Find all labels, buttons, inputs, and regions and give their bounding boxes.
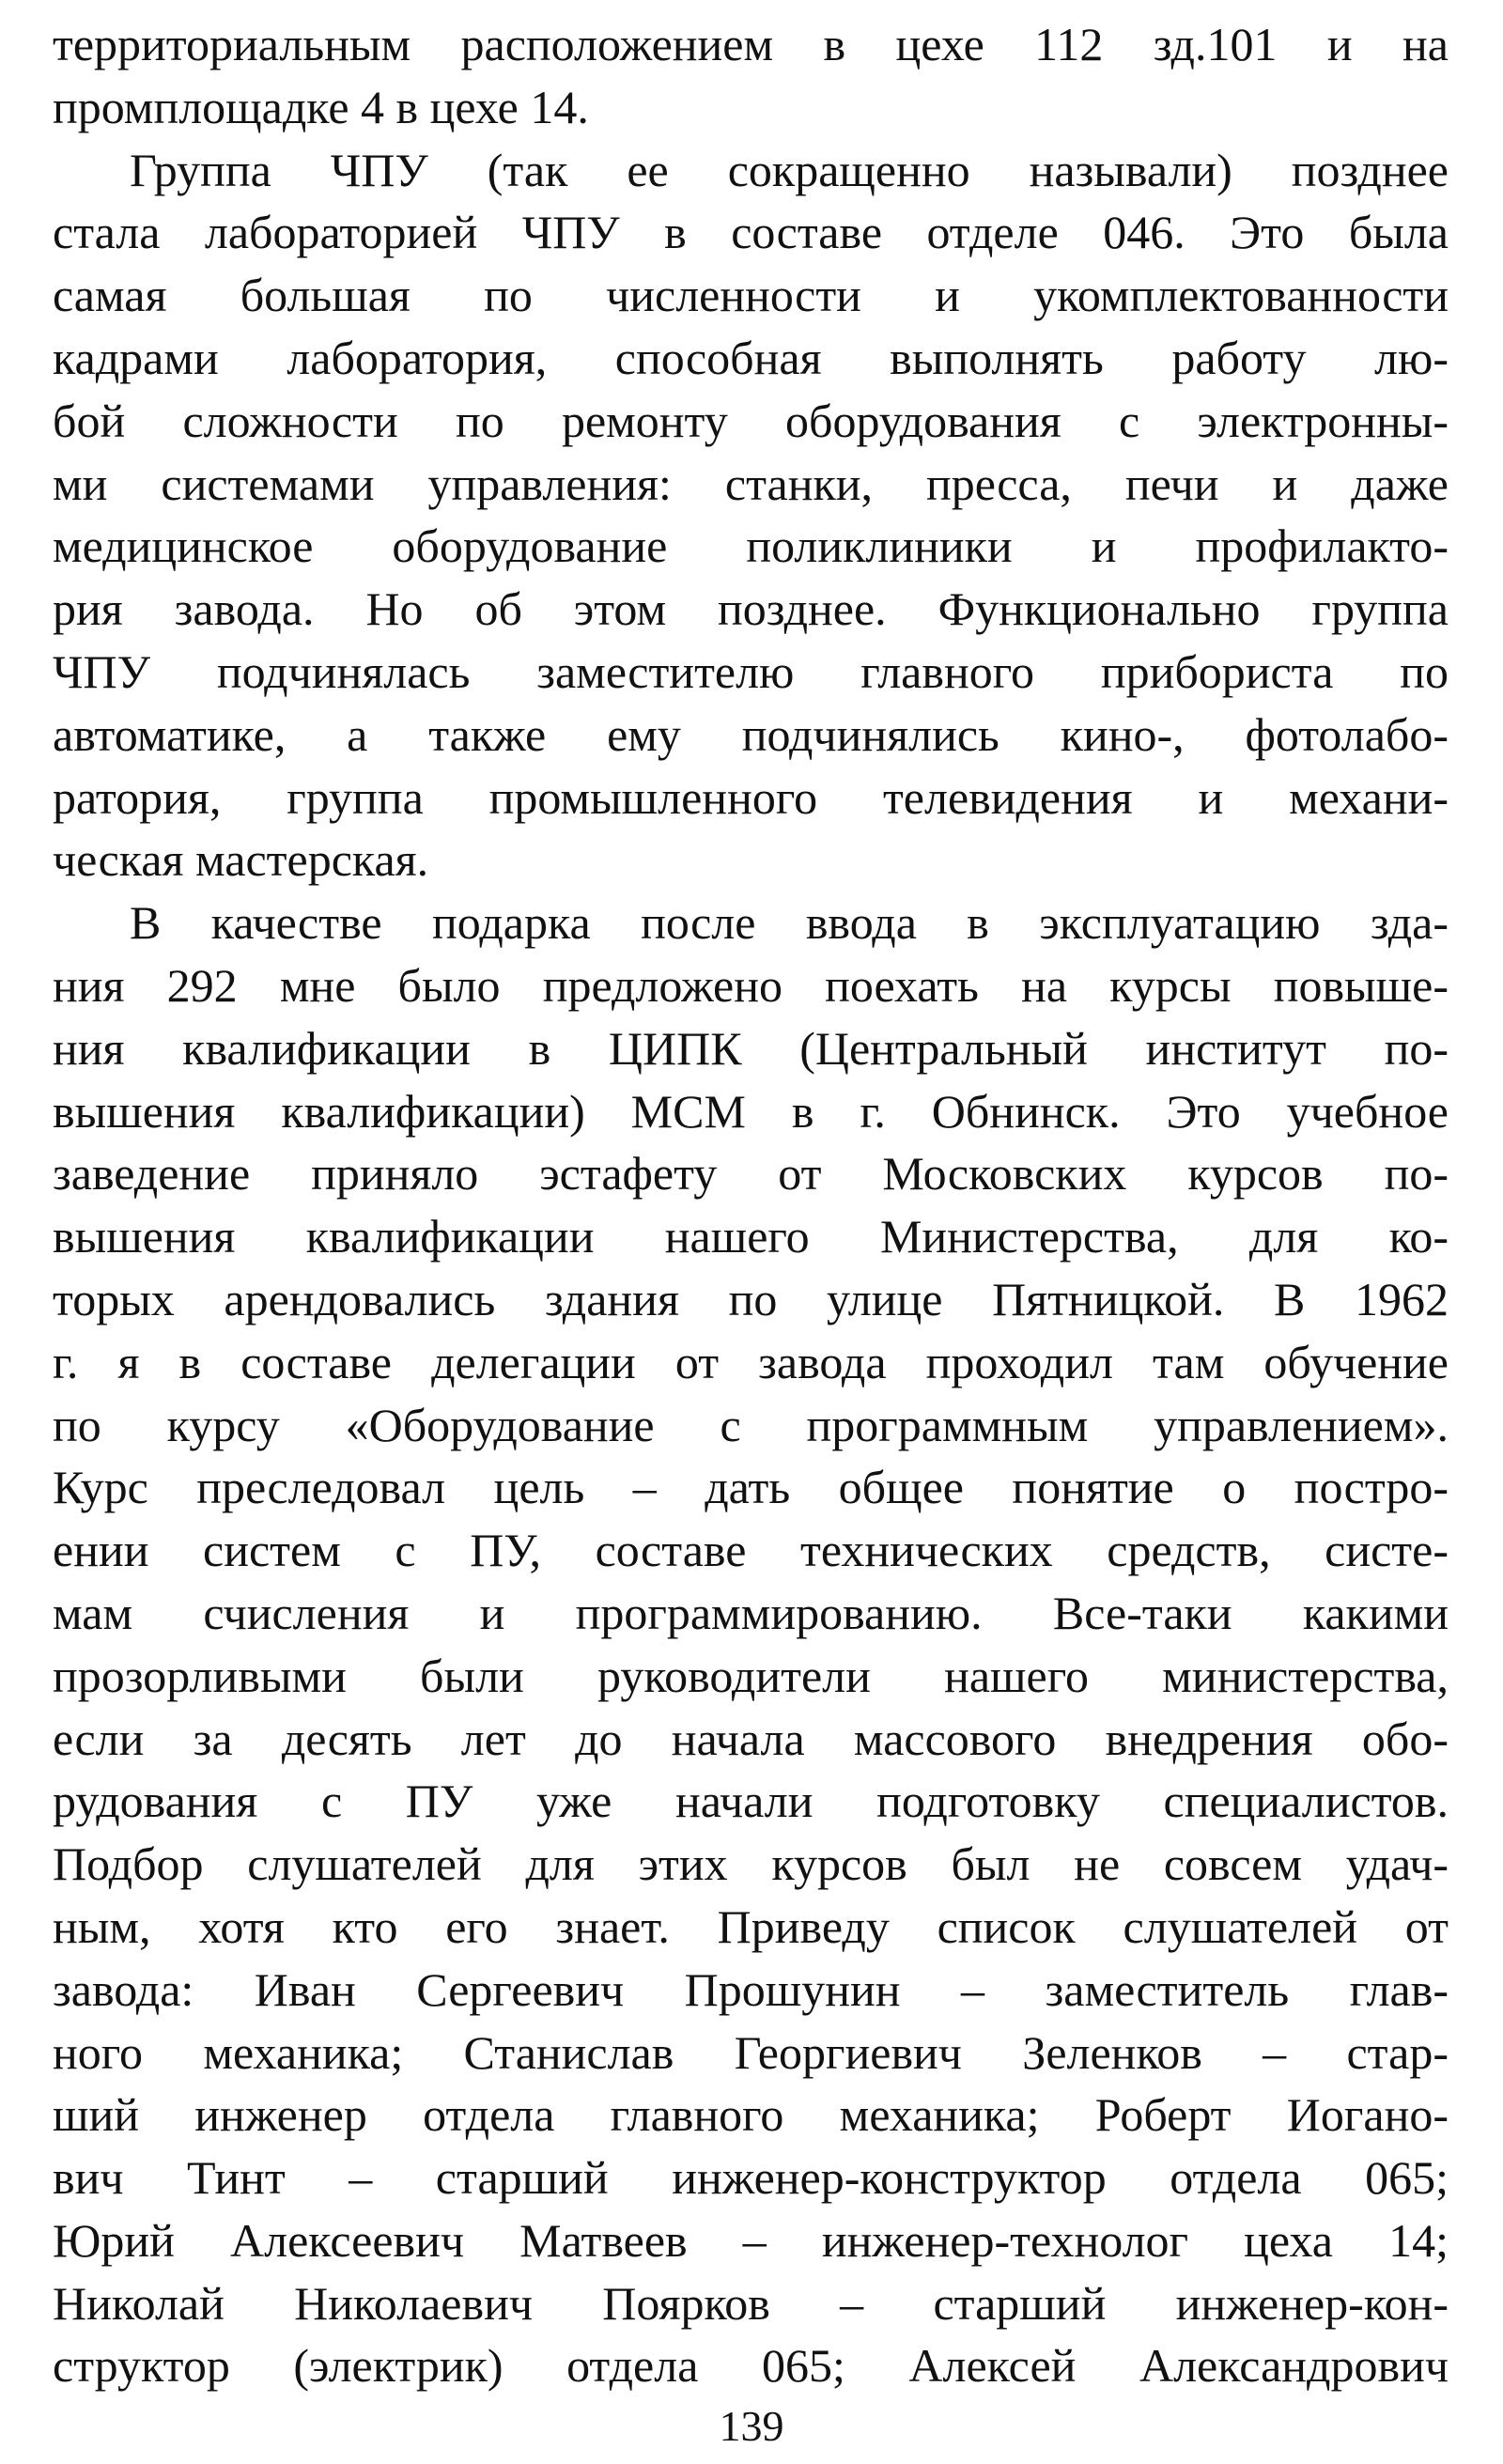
text-line: ЧПУ подчинялась заместителю главного прибориста по bbox=[53, 644, 1449, 698]
text-line: ным, хотя кто его знает. Приведу список слушателей от bbox=[53, 1899, 1449, 1953]
text-line: кадрами лаборатория, способная выполнять работу лю- bbox=[53, 331, 1449, 384]
text-line: ми системами управления: станки, пресса, печи и даже bbox=[53, 457, 1449, 510]
text-line: ния квалификации в ЦИПК (Центральный институт по- bbox=[53, 1021, 1449, 1075]
text-line: автоматике, а также ему подчинялись кино-, фотолабо- bbox=[53, 707, 1449, 761]
text-line: промплощадке 4 в цехе 14. bbox=[53, 80, 589, 133]
text-line: самая большая по численности и укомплектованности bbox=[53, 269, 1449, 322]
text-line: торых арендовались здания по улице Пятницкой. В 1962 bbox=[53, 1272, 1449, 1325]
paragraph bbox=[53, 139, 1449, 892]
text-line: рудования с ПУ уже начали подготовку специалистов. bbox=[53, 1774, 1449, 1828]
text-line: рия завода. Но об этом позднее. Функционально группа bbox=[53, 582, 1449, 636]
text-line: если за десять лет до начала массового внедрения обо- bbox=[53, 1712, 1449, 1765]
text-line: бой сложности по ремонту оборудования с электронны- bbox=[53, 394, 1449, 447]
text-line: Николай Николаевич Поярков – старший инженер-кон- bbox=[53, 2276, 1449, 2330]
text-line: завода: Иван Сергеевич Прошунин – заместитель глав- bbox=[53, 1962, 1449, 2016]
text-line: заведение приняло эстафету от Московских курсов по- bbox=[53, 1147, 1449, 1201]
text-line: вышения квалификации) МСМ в г. Обнинск. Это учебное bbox=[53, 1084, 1449, 1138]
text-line: вышения квалификации нашего Министерства, для ко- bbox=[53, 1210, 1449, 1263]
text-line: ческая мастерская. bbox=[53, 833, 429, 887]
text-line: Подбор слушателей для этих курсов был не совсем удач- bbox=[53, 1837, 1449, 1891]
text-line: ного механика; Станислав Георгиевич Зеленков – стар- bbox=[53, 2025, 1449, 2079]
text-line: ении систем с ПУ, составе технических средств, систе- bbox=[53, 1524, 1449, 1577]
text-line: ший инженер отдела главного механика; Роберт Иогано- bbox=[53, 2088, 1449, 2142]
text-line: по курсу «Оборудование с программным управлением». bbox=[53, 1398, 1449, 1451]
paragraph bbox=[53, 891, 1449, 2397]
text-line: территориальным расположением в цехе 112 зд.101 и на bbox=[53, 18, 1449, 70]
paragraph bbox=[53, 13, 1449, 139]
text-line: стала лабораторией ЧПУ в составе отделе 046. Это была bbox=[53, 206, 1449, 259]
text-line: прозорливыми были руководители нашего министерства, bbox=[53, 1649, 1449, 1702]
text-line: ратория, группа промышленного телевидения и механи- bbox=[53, 770, 1449, 824]
text-line: мам счисления и программированию. Все-таки какими bbox=[53, 1586, 1449, 1639]
text-line: г. я в составе делегации от завода проходил там обучение bbox=[53, 1335, 1449, 1388]
text-line: структор (электрик) отдела 065; Алексей Александрович bbox=[53, 2339, 1449, 2393]
text-line: вич Тинт – старший инженер-конструктор отдела 065; bbox=[53, 2151, 1449, 2205]
text-column bbox=[53, 13, 1449, 2397]
text-line: медицинское оборудование поликлиники и профилакто- bbox=[53, 519, 1449, 573]
text-line: ния 292 мне было предложено поехать на курсы повыше- bbox=[53, 958, 1449, 1012]
page-number: 139 bbox=[719, 2402, 784, 2450]
text-line: Курс преследовал цель – дать общее понятие о постро- bbox=[53, 1461, 1449, 1514]
text-line: Группа ЧПУ (так ее сокращенно называли) позднее bbox=[130, 143, 1449, 196]
text-line: Юрий Алексеевич Матвеев – инженер-технолог цеха 14; bbox=[53, 2213, 1449, 2267]
text-line: В качестве подарка после ввода в эксплуатацию зда- bbox=[130, 896, 1449, 950]
